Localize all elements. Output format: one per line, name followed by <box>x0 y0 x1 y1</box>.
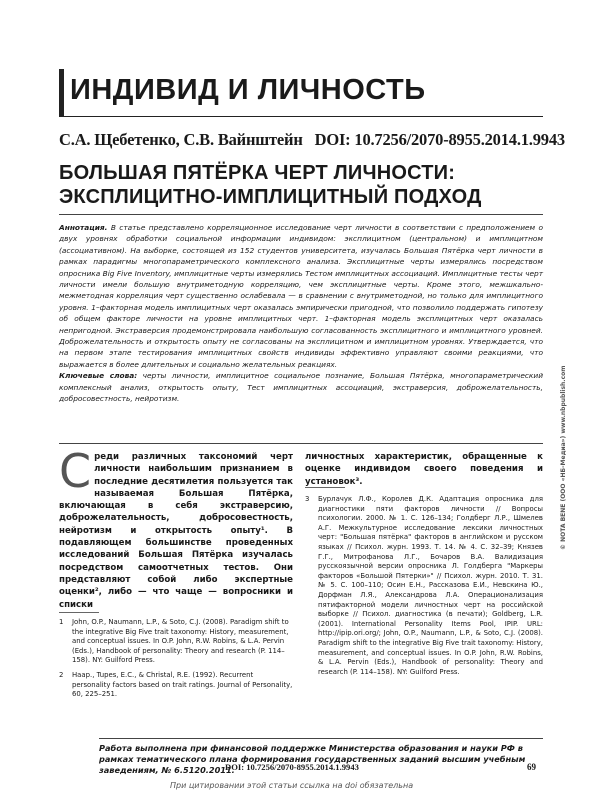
footnote-number: 2 <box>59 670 64 679</box>
funding-note: Работа выполнена при финансовой поддержке Министерства образования и науки РФ в рамках тематического плана формирования государственных заданий высшим учебным заведениям, № 6.5120.2011. <box>99 743 526 775</box>
keywords <box>59 370 543 404</box>
footnote <box>305 495 543 677</box>
citation-note: При цитировании этой статьи ссылка на doi обязательна <box>170 781 414 790</box>
footer-doi[interactable]: DOI: 10.7256/2070-8955.2014.1.9943 <box>225 762 359 772</box>
drop-cap: С <box>59 444 92 498</box>
article-title <box>59 161 482 209</box>
footnote <box>59 618 293 666</box>
header-accent-bar <box>59 69 64 117</box>
body-text-col2: личностных характеристик, обращенные к оценке индивидом своего поведения и установок³. <box>305 452 543 487</box>
footnotes-col1 <box>59 618 293 705</box>
section-title: ИНДИВИД И ЛИЧНОСТЬ <box>70 74 426 106</box>
body-column-2 <box>305 451 543 488</box>
header-rule <box>59 116 543 117</box>
footnote-text: Бурлачук Л.Ф., Королев Д.К. Адаптация опросника для диагностики пяти факторов личности // Вопросы психологии. 2000. № 1. С. 126–134; Голдберг Л.Р., Шмелев А.Г. Межкультурное исследование лексики личностных черт: "Большая пятёрка" факторов в английском и русском языках // Психол. журн. 1993. Т. 14. № 4. С. 32–39; Князев Г.Г., Митрофанова Л.Г., Бочаров В.А. Валидизация русскоязычной версии опросника Л. Голдберга "Маркеры факторов «Большой Пятерки»" // Психол. журн. 2010. Т. 31. № 5. С. 100–110; Осин Е.Н., Рассказова Е.И., Невскина Ю., Дорфман Л.Я., Александрова Л.А. Операционализация пятифакторной модели личностных черт на российской выборке // Психол. диагностика (в печати); Goldberg, L.R. (2001). International Personality Items Pool, IPIP. URL: http://ipip.ori.org/; John, O.P., Naumann, L.P., & Soto, C.J. (2008). Paradigm shift to the integrative Big Five trait taxonomy: History, measurement, and conceptual issues. In O.P. John, R.W. Robins, & L.A. Pervin (Eds.), Handbook of personality: Theory and research (P. 114–158). NY: Guilford Press. <box>318 495 543 676</box>
abstract-rule <box>59 443 543 444</box>
article-doi[interactable]: DOI: 10.7256/2070-8955.2014.1.9943 <box>314 130 565 149</box>
authors: С.А. Щебетенко, С.В. Вайнштейн <box>59 130 303 149</box>
article-title-line-2: ЭКСПЛИЦИТНО-ИМПЛИЦИТНЫЙ ПОДХОД <box>59 186 482 208</box>
abstract <box>59 222 543 370</box>
publisher-vertical-text <box>560 250 572 550</box>
footnote-text: John, O.P., Naumann, L.P., & Soto, C.J. (2008). Paradigm shift to the integrative Big Five trait taxonomy: History, measurement, and conceptual issues. In O.P. John, R.W. Robins, & L.A. Pervin (Eds.), Handbook of personality: Theory and research (P. 114–158). NY: Guilford Press. <box>72 618 289 665</box>
keywords-text: черты личности, имплицитное социальное познание, Большая Пятёрка, многопараметрический комплексный анализ, открытость опыту, Тест имплицитных ассоциаций, экстраверсия, доброжелательность, добросовестность, нейротизм. <box>59 371 543 404</box>
title-rule <box>59 214 543 215</box>
article-title-line-1: БОЛЬШАЯ ПЯТЁРКА ЧЕРТ ЛИЧНОСТИ: <box>59 162 456 184</box>
footnote-rule-col1 <box>59 612 99 613</box>
page-number: 69 <box>527 762 536 772</box>
keywords-label: Ключевые слова: <box>59 371 138 381</box>
footnote-rule-col2 <box>305 487 345 488</box>
footnotes-col2 <box>305 495 543 677</box>
body-text-col1: реди различных таксономий черт личности наибольшим признанием в последние десятилетия пользуется так называемая Большая Пятёрка, включающая в себя экстраверсию, доброжелательность, добросовестность, нейротизм и открытость опыту¹. В подавляющем большинстве проведенных исследований Большая Пятёрка изучалась посредством самоотчетных тестов. Они представляют собой либо экспертные оценки², либо — что чаще — вопросники и списки <box>59 452 293 610</box>
abstract-label: Аннотация. <box>59 223 108 232</box>
funding-rule <box>99 738 543 739</box>
abstract-block <box>59 222 543 405</box>
footnote-text: Haap., Tupes, E.C., & Christal, R.E. (1992). Recurrent personality factors based on trait ratings. Journal of Personality, 60, 225–251. <box>72 670 293 699</box>
footnote-number: 3 <box>305 495 310 503</box>
footnote <box>59 671 293 700</box>
abstract-text: В статье представлено корреляционное исследование черт личности в соответствии с предположением о двух уровнях обработки социальной информации индивидом: эксплицитном (центральном) и имплицитном (ассоциативном). На выборке, состоящей из 152 студентов университета, изучалась Большая Пятёрка черт личности в рамках парадигмы многопараметрического комплексного анализа. Эксплицитные черты измерялись посредством опросника Big Five Inventory, имплицитные черты измерялись Тестом имплицитных ассоциаций. Имплицитные тесты черт личности имели большую внутриметодную корреляцию, чем эксплицитные черты. Кроме этого, межшкально-межметодная корреляция черт существенно ослабевала — в сравнении с внутриметодной, но только для имплицитного уровня. 1–факторная модель имплицитных черт оказалась эмпирически пригодной, что позволило поддержать гипотезу об общем факторе личности на уровне имплицитных черт. 1–факторная модель эксплицитных черт оказалась непригодной. Экстраверсия продемонстрировала наибольшую согласованность эксплицитного и имплицитного уровней. Доброжелательность и открытость опыту не согласованы на эксплицитном и имплицитном уровнях. Утверждается, что на первом этапе тестирования имплицитных свойств индивиды эффективно управляют своими реакциями, что выражается в более длительных и социально желательных реакциях. <box>59 223 543 369</box>
authors-line <box>59 130 565 150</box>
body-column-1 <box>59 444 293 611</box>
footnote-number: 1 <box>59 618 64 626</box>
publisher-copyright[interactable]: © NOTA BENE (ООО «НБ-Медиа») www.nbpublish.com <box>560 365 567 550</box>
